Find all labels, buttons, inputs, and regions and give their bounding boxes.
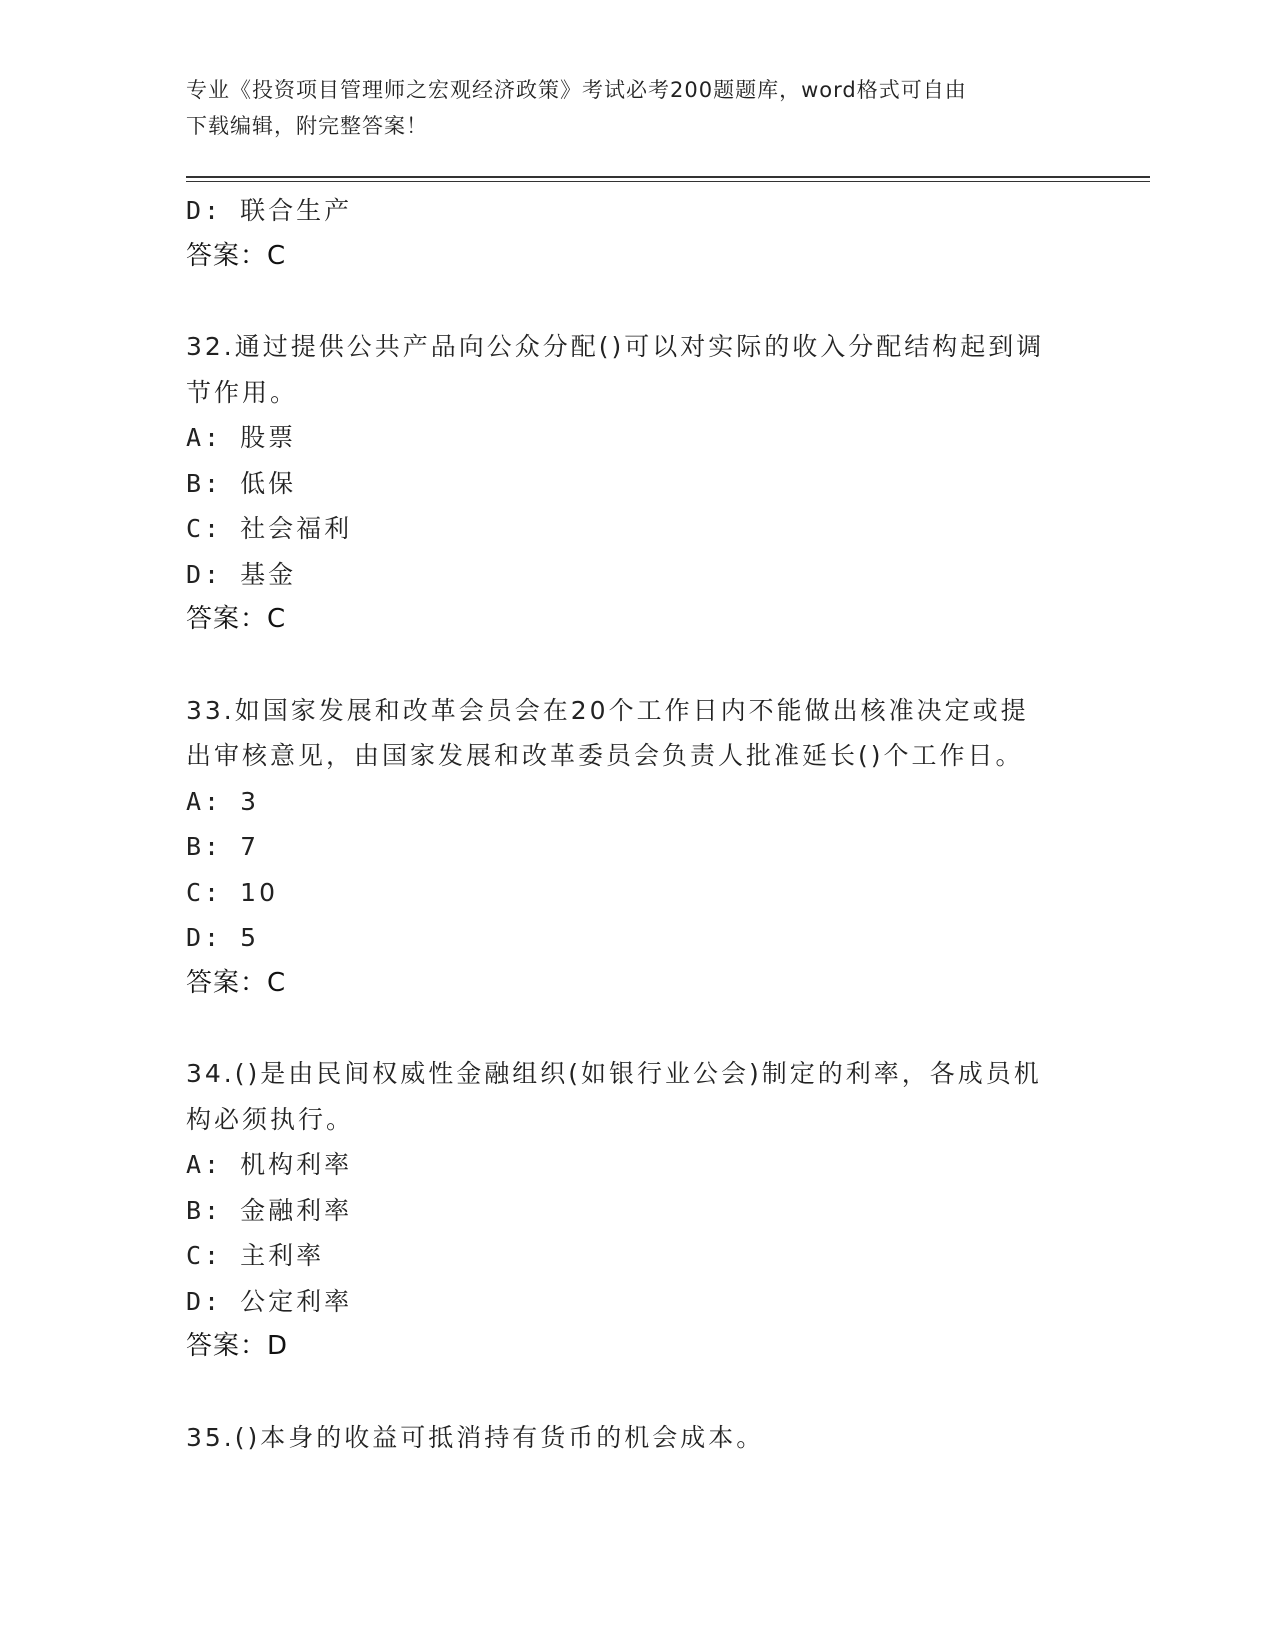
option-c	[186, 870, 1086, 916]
option-text: 金融利率	[240, 1195, 353, 1225]
option-text: 基金	[240, 559, 297, 589]
header-rule-thin	[186, 181, 1150, 182]
option-a	[186, 1142, 1086, 1188]
option-text: 3	[240, 786, 260, 816]
question-35	[186, 1415, 1086, 1461]
header-line-2: 下载编辑，附完整答案！	[186, 114, 428, 138]
option-text: 机构利率	[240, 1150, 353, 1179]
previous-question-tail	[186, 188, 1086, 279]
question-34	[186, 1051, 1086, 1370]
question-stem-line-1: 32.通过提供公共产品向公众分配()可以对实际的收入分配结构起到调	[186, 332, 1045, 361]
answer-line: 答案：C	[186, 967, 287, 998]
option-c	[186, 506, 1086, 552]
question-33	[186, 688, 1086, 1007]
header-line-1: 专业《投资项目管理师之宏观经济政策》考试必考200题题库，word格式可自由	[186, 78, 967, 102]
option-letter: B:	[186, 832, 223, 861]
header-rule-thick	[186, 176, 1150, 178]
answer-line: 答案：C	[186, 240, 287, 271]
document-header	[186, 72, 1066, 144]
option-letter: A:	[186, 1150, 223, 1179]
option-text: 10	[240, 877, 278, 907]
question-stem-line-2: 构必须执行。	[186, 1104, 355, 1134]
option-d	[186, 188, 1086, 234]
option-letter: C:	[186, 877, 223, 907]
option-b	[186, 824, 1086, 870]
option-b	[186, 461, 1086, 507]
question-stem-line-1: 34.()是由民间权威性金融组织(如银行业公会)制定的利率，各成员机	[186, 1059, 1042, 1088]
option-a	[186, 779, 1086, 825]
question-stem-line-1: 35.()本身的收益可抵消持有货币的机会成本。	[186, 1422, 765, 1452]
option-d	[186, 915, 1086, 961]
option-text: 股票	[240, 423, 297, 452]
option-letter: C:	[186, 514, 223, 543]
question-stem-line-2: 出审核意见，由国家发展和改革委员会负责人批准延长()个工作日。	[186, 741, 1024, 770]
option-d	[186, 1279, 1086, 1325]
question-32	[186, 324, 1086, 643]
question-list	[186, 188, 1086, 1460]
option-text: 主利率	[240, 1241, 325, 1270]
option-letter: B:	[186, 468, 223, 498]
option-letter: A:	[186, 423, 223, 452]
answer-line: 答案：D	[186, 1331, 289, 1361]
option-letter: A:	[186, 786, 223, 816]
option-text: 联合生产	[240, 196, 353, 225]
question-stem-line-1: 33.如国家发展和改革会员会在20个工作日内不能做出核准决定或提	[186, 695, 1029, 725]
option-letter: C:	[186, 1241, 223, 1270]
option-text: 公定利率	[240, 1286, 353, 1316]
option-c	[186, 1233, 1086, 1279]
option-text: 社会福利	[240, 514, 353, 543]
option-letter: D:	[186, 196, 223, 225]
option-a	[186, 415, 1086, 461]
option-letter: D:	[186, 1286, 223, 1316]
question-stem-line-2: 节作用。	[186, 377, 299, 407]
option-d	[186, 552, 1086, 598]
option-b	[186, 1188, 1086, 1234]
option-text: 低保	[240, 468, 297, 498]
answer-line: 答案：C	[186, 604, 287, 634]
option-letter: D:	[186, 559, 223, 589]
option-letter: D:	[186, 923, 223, 952]
option-text: 7	[240, 832, 260, 861]
option-letter: B:	[186, 1195, 223, 1225]
option-text: 5	[240, 923, 260, 952]
